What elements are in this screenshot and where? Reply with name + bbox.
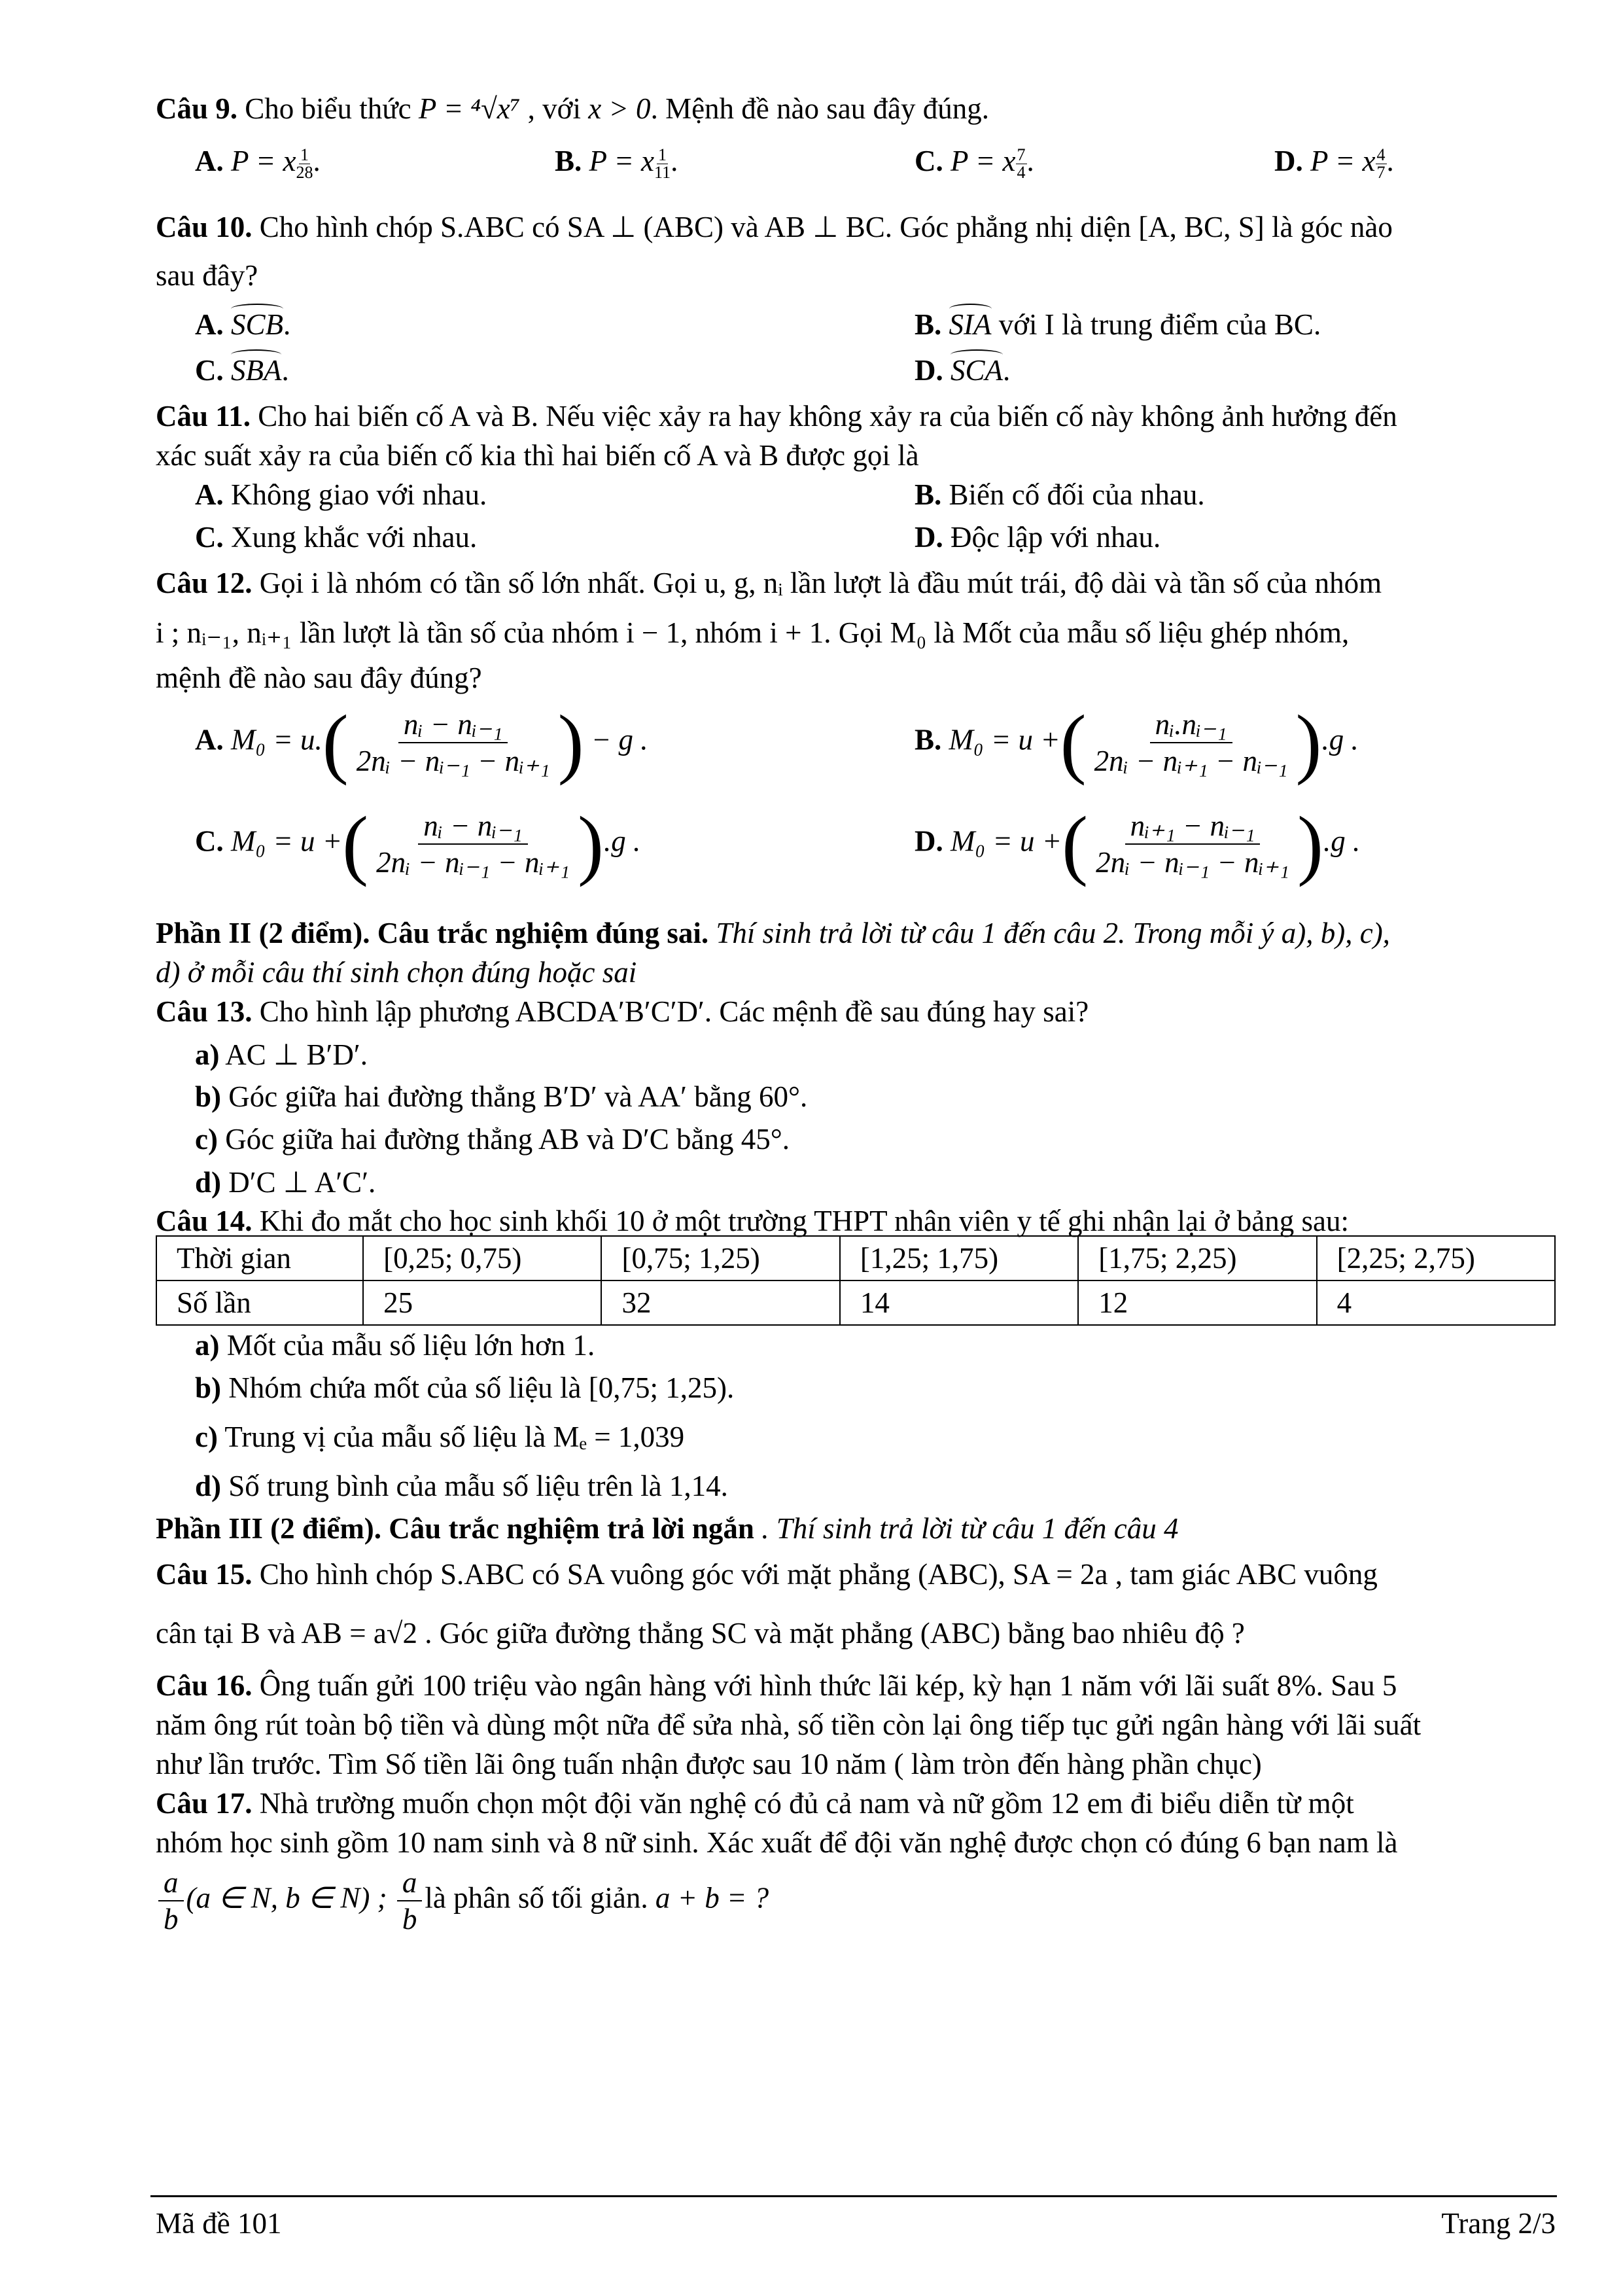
q14-item-a [195, 1328, 595, 1362]
item-letter: d) [195, 1166, 222, 1199]
q9-text-b: , với [527, 92, 581, 125]
item-text: D′C ⊥ A′C′. [228, 1166, 376, 1199]
table-cell: [1,75; 2,25) [1078, 1236, 1316, 1280]
frac-den: 2nᵢ − nᵢ₋₁ − nᵢ₊₁ [1096, 846, 1289, 879]
frequency-table [156, 1235, 1556, 1326]
exp-den: 28 [296, 163, 313, 182]
option-lhs: M₀ = u + [949, 723, 1060, 756]
option-letter: D. [915, 521, 943, 554]
option-letter: C. [915, 145, 943, 177]
option-lhs: M₀ = u + [951, 824, 1062, 858]
option-letter: B. [915, 308, 942, 341]
q9-expr: P = ⁴√x⁷ [418, 92, 521, 125]
q9-stem [156, 92, 989, 126]
frac-den: b [402, 1903, 417, 1935]
q14-item-c [195, 1420, 684, 1454]
q11-option-b [915, 478, 1205, 512]
q12-line1: Gọi i là nhóm có tần số lớn nhất. Gọi u, g, nᵢ lần lượt là đầu mút trái, độ dài và tần số của nhóm [259, 567, 1382, 599]
part2-instruction: Thí sinh trả lời từ câu 1 đến câu 2. Trong mỗi ý a), b), c), [708, 917, 1390, 949]
q16-label: Câu 16. [156, 1669, 253, 1702]
frac-num: nᵢ − nᵢ₋₁ [398, 707, 508, 743]
q11-line2: xác suất xảy ra của biến cố kia thì hai biến cố A và B được gọi là [156, 439, 919, 472]
part2-instruction-2: d) ở mỗi câu thí sinh chọn đúng hoặc sai [156, 956, 637, 989]
frac-den: b [164, 1903, 179, 1935]
exp-num: 1 [300, 145, 309, 164]
q10-line2: sau đây? [156, 259, 258, 292]
item-text: Góc giữa hai đường thẳng B′D′ và AA′ bằng 60°. [228, 1080, 808, 1113]
q14-text: Khi đo mắt cho học sinh khối 10 ở một trường THPT nhân viên y tế ghi nhận lại ở bảng sau: [259, 1205, 1349, 1237]
q17-stem [156, 1786, 1354, 1820]
q11-option-c [195, 520, 477, 554]
q12-line2: i ; nᵢ₋₁, nᵢ₊₁ lần lượt là tần số của nhóm i − 1, nhóm i + 1. Gọi M₀ là Mốt của mẫu số liệu ghép nhóm, [156, 616, 1350, 649]
item-letter: a) [195, 1329, 220, 1362]
option-letter: C. [195, 824, 224, 858]
q12-option-b: B. M₀ = u +( $\frac{\text{nᵢ.nᵢ₋₁}}{\text{2nᵢ − nᵢ₊₁ − nᵢ₋₁}}$ ).g . [915, 699, 1359, 786]
part3-instruction: . Thí sinh trả lời từ câu 1 đến câu 4 [754, 1512, 1179, 1545]
table-cell: Số lần [156, 1280, 363, 1325]
part2-title: Phần II (2 điểm). Câu trắc nghiệm đúng sai. [156, 917, 709, 949]
option-letter: B. [915, 478, 942, 511]
q11-label: Câu 11. [156, 400, 251, 433]
option-after: . [281, 354, 289, 387]
frac-den: 2nᵢ − nᵢ₋₁ − nᵢ₊₁ [376, 846, 570, 879]
q9-text-c: . Mệnh đề nào sau đây đúng. [650, 92, 989, 125]
q9-option-d: D. P = x $\frac{4}{7}$ . [1274, 145, 1394, 182]
option-text: Không giao với nhau. [231, 478, 487, 511]
option-base: P = x [589, 145, 655, 177]
option-tail: − g . [591, 723, 648, 756]
q13-item-b [195, 1080, 807, 1114]
option-after: . [1003, 354, 1011, 387]
item-letter: d) [195, 1470, 222, 1502]
q16-line1: Ông tuấn gửi 100 triệu vào ngân hàng với hình thức lãi kép, kỳ hạn 1 năm với lãi suất 8%. Sau 5 [259, 1669, 1397, 1702]
q17-line2: nhóm học sinh gồm 10 nam sinh và 8 nữ sinh. Xác xuất để đội văn nghệ được chọn có đúng 6 bạn nam là [156, 1826, 1398, 1859]
angle-symbol: SCB [231, 308, 284, 341]
table-header-row [156, 1236, 1555, 1280]
option-letter: C. [195, 354, 224, 387]
frac-num: nᵢ₊₁ − nᵢ₋₁ [1125, 808, 1261, 845]
q11-line1: Cho hai biến cố A và B. Nếu việc xảy ra hay không xảy ra của biến cố này không ảnh hưởng đến [258, 400, 1397, 433]
q12-line3: mệnh đề nào sau đây đúng? [156, 662, 482, 694]
q12-label: Câu 12. [156, 567, 253, 599]
option-tail: .g . [1323, 824, 1361, 858]
q10-line1: Cho hình chóp S.ABC có SA ⊥ (ABC) và AB ⊥ BC. Góc phẳng nhị diện [A, BC, S] là góc nào [259, 211, 1393, 243]
option-base: P = x [1310, 145, 1376, 177]
q14-label: Câu 14. [156, 1205, 253, 1237]
footer-divider [150, 2195, 1557, 2197]
option-letter: B. [555, 145, 582, 177]
option-letter: B. [915, 723, 942, 756]
table-cell: [1,25; 1,75) [840, 1236, 1078, 1280]
q14-stem [156, 1204, 1349, 1238]
angle-symbol: SIA [949, 308, 992, 341]
q13-stem [156, 995, 1089, 1029]
option-letter: A. [195, 723, 224, 756]
item-letter: c) [195, 1421, 218, 1453]
q13-item-a [195, 1037, 368, 1072]
frac-num: nᵢ − nᵢ₋₁ [418, 808, 528, 845]
q9-text: Cho biểu thức [245, 92, 411, 125]
option-after: với I là trung điểm của BC. [991, 308, 1321, 341]
q12-stem [156, 566, 1382, 600]
item-letter: b) [195, 1080, 222, 1113]
table-cell: [2,25; 2,75) [1317, 1236, 1555, 1280]
item-text: AC ⊥ B′D′. [225, 1038, 368, 1071]
q16-line3: như lần trước. Tìm Số tiền lãi ông tuấn nhận được sau 10 năm ( làm tròn đến hàng phần chục) [156, 1748, 1262, 1780]
q9-option-a: A. P = x $\frac{1}{28}$ . [195, 145, 321, 182]
item-text: Trung vị của mẫu số liệu là Mₑ = 1,039 [224, 1421, 685, 1453]
option-base: P = x [951, 145, 1016, 177]
frac-den: 2nᵢ − nᵢ₊₁ − nᵢ₋₁ [1094, 745, 1288, 777]
page-number: Trang 2/3 [1441, 2207, 1556, 2240]
item-text: Nhóm chứa mốt của số liệu là [0,75; 1,25). [228, 1371, 735, 1404]
q10-option-b [915, 308, 1321, 342]
q15-line1: Cho hình chóp S.ABC có SA vuông góc với mặt phẳng (ABC), SA = 2a , tam giác ABC vuông [259, 1558, 1378, 1591]
item-text: Mốt của mẫu số liệu lớn hơn 1. [226, 1329, 595, 1362]
q10-label: Câu 10. [156, 211, 253, 243]
exp-den: 7 [1376, 163, 1386, 182]
q13-label: Câu 13. [156, 995, 253, 1028]
option-lhs: M₀ = u. [231, 723, 323, 756]
q13-item-d [195, 1165, 375, 1199]
frac-num: a [397, 1865, 423, 1901]
option-letter: D. [915, 354, 943, 387]
item-text: Góc giữa hai đường thẳng AB và D′C bằng 45°. [225, 1123, 790, 1156]
q9-label: Câu 9. [156, 92, 238, 125]
exp-num: 1 [658, 145, 667, 164]
table-cell: [0,25; 0,75) [363, 1236, 601, 1280]
option-text: Độc lập với nhau. [951, 521, 1161, 554]
q11-option-d [915, 520, 1161, 554]
angle-symbol: SBA [231, 354, 282, 387]
table-cell: 14 [840, 1280, 1078, 1325]
option-tail: .g . [1321, 723, 1359, 756]
q12-option-d: D. M₀ = u +( $\frac{\text{nᵢ₊₁ − nᵢ₋₁}}{\text{2nᵢ − nᵢ₋₁ − nᵢ₊₁}}$ ).g . [915, 800, 1361, 887]
q13-item-c [195, 1122, 790, 1156]
table-cell: Thời gian [156, 1236, 363, 1280]
q11-stem [156, 399, 1397, 433]
q12-option-a: A. M₀ = u.( $\frac{\text{nᵢ − nᵢ₋₁}}{\text{2nᵢ − nᵢ₋₁ − nᵢ₊₁}}$ ) − g . [195, 699, 648, 786]
q9-option-c: C. P = x $\frac{7}{4}$ . [915, 145, 1034, 182]
q10-option-a [195, 308, 290, 342]
frac-num: nᵢ.nᵢ₋₁ [1150, 707, 1232, 743]
q16-line2: năm ông rút toàn bộ tiền và dùng một nữa để sửa nhà, số tiền còn lại ông tiếp tục gửi ngân hàng với lãi suất [156, 1708, 1422, 1741]
table-cell: 12 [1078, 1280, 1316, 1325]
option-letter: A. [195, 308, 224, 341]
q13-text: Cho hình lập phương ABCDA′B′C′D′. Các mệnh đề sau đúng hay sai? [259, 995, 1089, 1028]
q14-item-d [195, 1469, 728, 1503]
option-after: . [283, 308, 291, 341]
option-letter: A. [195, 478, 224, 511]
item-letter: c) [195, 1123, 218, 1156]
table-cell: [0,75; 1,25) [601, 1236, 839, 1280]
q10-option-d [915, 353, 1010, 387]
option-text: Biến cố đối của nhau. [949, 478, 1205, 511]
table-cell: 4 [1317, 1280, 1555, 1325]
part3-title: Phần III (2 điểm). Câu trắc nghiệm trả lời ngắn [156, 1512, 754, 1545]
q15-line2: cân tại B và AB = a√2 . Góc giữa đường thẳng SC và mặt phẳng (ABC) bằng bao nhiêu độ ? [156, 1617, 1245, 1650]
item-letter: b) [195, 1371, 222, 1404]
q9-option-b: B. P = x $\frac{1}{11}$ . [555, 145, 678, 182]
q15-stem [156, 1557, 1378, 1591]
q10-option-c [195, 353, 289, 387]
option-letter: A. [195, 145, 224, 177]
option-letter: D. [1274, 145, 1303, 177]
item-text: Số trung bình của mẫu số liệu trên là 1,14. [228, 1470, 728, 1502]
option-letter: C. [195, 521, 224, 554]
q17-question: a + b = ? [655, 1881, 769, 1915]
table-cell: 25 [363, 1280, 601, 1325]
q17-label: Câu 17. [156, 1787, 253, 1820]
frac-num: a [158, 1865, 184, 1901]
q17-line3 [156, 1865, 769, 1937]
q15-label: Câu 15. [156, 1558, 253, 1591]
option-tail: .g . [603, 824, 641, 858]
q9-cond: x > 0 [588, 92, 651, 125]
exp-den: 4 [1017, 163, 1026, 182]
exp-den: 11 [654, 163, 671, 182]
q17-condition: (a ∈ N, b ∈ N) ; [186, 1881, 387, 1915]
q11-option-a [195, 478, 487, 512]
q16-stem [156, 1669, 1397, 1703]
exp-num: 4 [1376, 145, 1386, 164]
option-base: P = x [231, 145, 296, 177]
q14-item-b [195, 1371, 734, 1405]
q10-stem [156, 209, 1393, 244]
part3-heading [156, 1511, 1179, 1545]
option-lhs: M₀ = u + [231, 824, 343, 858]
option-letter: D. [915, 824, 943, 858]
exp-num: 7 [1017, 145, 1026, 164]
q17-tail: là phân số tối giản. [425, 1881, 648, 1915]
q12-option-c: C. M₀ = u +( $\frac{\text{nᵢ − nᵢ₋₁}}{\text{2nᵢ − nᵢ₋₁ − nᵢ₊₁}}$ ).g . [195, 800, 641, 887]
table-row [156, 1280, 1555, 1325]
item-letter: a) [195, 1038, 220, 1071]
option-text: Xung khắc với nhau. [231, 521, 478, 554]
frac-den: 2nᵢ − nᵢ₋₁ − nᵢ₊₁ [356, 745, 550, 777]
part2-heading [156, 916, 1390, 950]
q17-line1: Nhà trường muốn chọn một đội văn nghệ có đủ cả nam và nữ gồm 12 em đi biểu diễn từ một [259, 1787, 1354, 1820]
exam-code: Mã đề 101 [156, 2207, 282, 2240]
angle-symbol: SCA [951, 354, 1003, 387]
table-cell: 32 [601, 1280, 839, 1325]
